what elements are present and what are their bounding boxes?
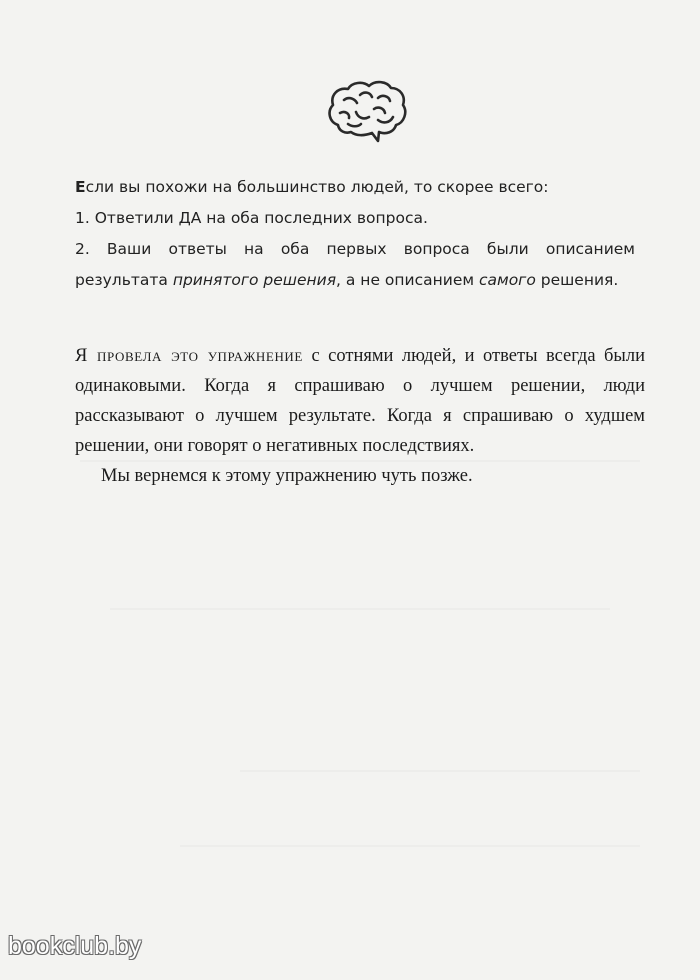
paragraph-1 [75,341,645,461]
list-item-2 [75,234,635,296]
paragraph-1-opening: Я провела это упражнение [75,346,303,366]
intro-block [75,172,635,296]
paragraph-1-text: с сотнями людей, и ответы всегда были одинаковыми. Когда я спрашиваю о лучшем решении, люди рассказывают о лучшем результате. Когда я спрашиваю о худшем решении, они говорят о негативных последствиях. [75,346,645,456]
emphasis-self: самого [478,271,536,289]
emphasis-decision-made: принятого решения [172,271,337,289]
show-through-line [240,770,640,772]
brain-icon [326,78,408,148]
body-text [75,341,645,491]
drop-letter: Е [75,178,86,196]
list-item-1: 1. Ответили ДА на оба последних вопроса. [75,209,428,227]
intro-lead-text: сли вы похожи на большинство людей, то скорее всего: [85,178,549,196]
list-item-2-text: , а не описанием [336,271,479,289]
show-through-line [110,608,610,610]
list-item-2-text: решения. [535,271,619,289]
list-item-2-text: 2. Ваши ответы на оба первых вопроса были описанием результата [75,240,635,289]
show-through-line [180,845,640,847]
paragraph-2: Мы вернемся к этому упражнению чуть позже. [101,466,473,486]
watermark-logo: bookclub.by [8,932,142,960]
intro-lead [75,172,635,203]
